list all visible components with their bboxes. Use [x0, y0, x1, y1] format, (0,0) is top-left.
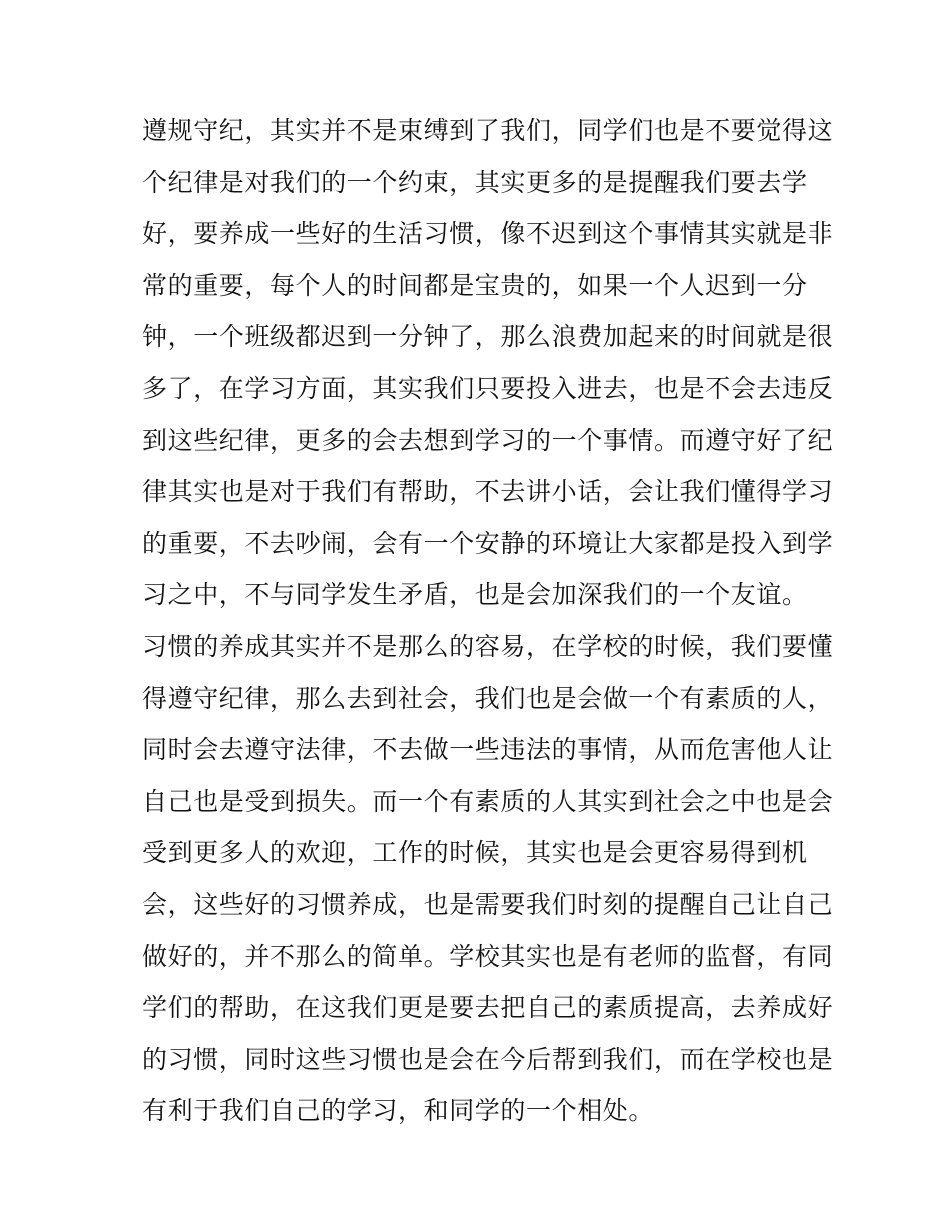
body-text	[142, 105, 834, 1137]
text-line: 习惯的养成其实并不是那么的容易，在学校的时候，我们要懂	[142, 631, 834, 661]
text-line: 多了，在学习方面，其实我们只要投入进去，也是不会去违反	[142, 373, 834, 403]
text-line: 的重要，不去吵闹，会有一个安静的环境让大家都是投入到学	[142, 528, 834, 558]
text-line: 受到更多人的欢迎，工作的时候，其实也是会更容易得到机	[142, 838, 808, 868]
text-line: 得遵守纪律，那么去到社会，我们也是会做一个有素质的人，	[142, 683, 834, 713]
text-line: 到这些纪律，更多的会去想到学习的一个事情。而遵守好了纪	[142, 425, 834, 455]
text-line: 有利于我们自己的学习，和同学的一个相处。	[142, 1096, 655, 1126]
text-line: 律其实也是对于我们有帮助，不去讲小话，会让我们懂得学习	[142, 477, 834, 507]
text-line: 个纪律是对我们的一个约束，其实更多的是提醒我们要去学	[142, 167, 808, 197]
text-line: 学们的帮助，在这我们更是要去把自己的素质提高，去养成好	[142, 993, 834, 1023]
text-line: 钟，一个班级都迟到一分钟了，那么浪费加起来的时间就是很	[142, 322, 834, 352]
text-line: 好，要养成一些好的生活习惯，像不迟到这个事情其实就是非	[142, 219, 834, 249]
text-line: 习之中，不与同学发生矛盾，也是会加深我们的一个友谊。	[142, 580, 808, 610]
text-line: 做好的，并不那么的简单。学校其实也是有老师的监督，有同	[142, 941, 834, 971]
text-line: 常的重要，每个人的时间都是宝贵的，如果一个人迟到一分	[142, 270, 808, 300]
text-line: 遵规守纪，其实并不是束缚到了我们，同学们也是不要觉得这	[142, 116, 834, 145]
text-line: 会，这些好的习惯养成，也是需要我们时刻的提醒自己让自己	[142, 889, 834, 919]
text-line: 的习惯，同时这些习惯也是会在今后帮到我们，而在学校也是	[142, 1044, 834, 1074]
text-line: 自己也是受到损失。而一个有素质的人其实到社会之中也是会	[142, 786, 834, 816]
text-line: 同时会去遵守法律，不去做一些违法的事情，从而危害他人让	[142, 735, 834, 765]
